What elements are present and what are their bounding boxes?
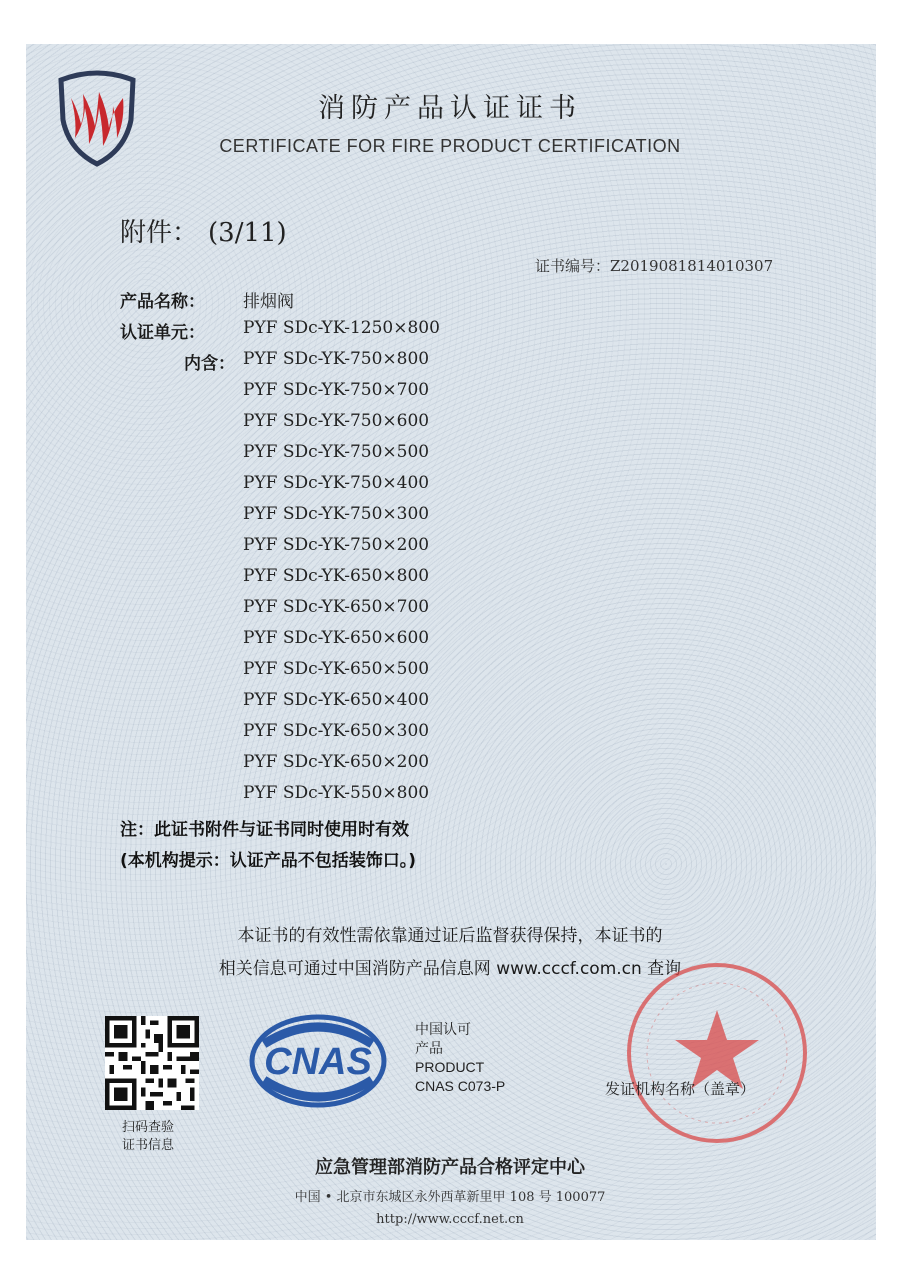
institution-note: (本机构提示：认证产品不包括装饰口。) (120, 851, 417, 871)
product-name-label: 产品名称： (120, 292, 205, 312)
certificate-number: 证书编号：Z2019081814010307 (535, 257, 774, 275)
model-item: PYF SDc-YK-750×500 (243, 442, 430, 462)
product-name-value: 排烟阀 (243, 292, 294, 312)
model-item: PYF SDc-YK-750×200 (243, 535, 430, 555)
qr-code-icon[interactable] (105, 1016, 199, 1110)
model-item: PYF SDc-YK-650×400 (243, 690, 430, 710)
validity-text-line2: 相关信息可通过中国消防产品信息网 www.cccf.com.cn 查询 (218, 959, 682, 979)
issuing-organization: 应急管理部消防产品合格评定中心 (315, 1157, 585, 1178)
qr-caption-line2: 证书信息 (122, 1138, 175, 1153)
title-english: CERTIFICATE FOR FIRE PRODUCT CERTIFICATION (219, 136, 681, 156)
cnas-logo-icon (246, 1012, 390, 1110)
model-item: PYF SDc-YK-750×700 (243, 380, 430, 400)
model-item: PYF SDc-YK-750×300 (243, 504, 430, 524)
qr-caption-line1: 扫码查验 (122, 1120, 175, 1135)
model-item: PYF SDc-YK-650×200 (243, 752, 430, 772)
model-item: PYF SDc-YK-750×600 (243, 411, 430, 431)
model-item: PYF SDc-YK-650×800 (243, 566, 430, 586)
annex-text: 附件： (120, 218, 199, 248)
validity-note: 注：此证书附件与证书同时使用时有效 (120, 820, 409, 840)
issuer-seal-label: 发证机构名称（盖章） (605, 1080, 756, 1098)
includes-label: 内含： (184, 354, 235, 374)
model-item: PYF SDc-YK-650×600 (243, 628, 430, 648)
model-item: PYF SDc-YK-550×800 (243, 783, 430, 803)
accreditation-line3: PRODUCT (415, 1059, 485, 1075)
accreditation-line1: 中国认可 (415, 1021, 471, 1037)
validity-text-line1: 本证书的有效性需依靠通过证后监督获得保持，本证书的 (237, 926, 663, 946)
organization-address: 中国 • 北京市东城区永外西革新里甲 108 号 100077 (294, 1190, 606, 1205)
red-seal-stamp-icon (622, 958, 812, 1148)
accreditation-block (415, 1020, 505, 1096)
model-item: PYF SDc-YK-650×700 (243, 597, 430, 617)
cert-unit-value: PYF SDc-YK-1250×800 (243, 318, 440, 338)
cert-unit-label: 认证单元： (120, 323, 205, 343)
organization-website[interactable]: http://www.cccf.net.cn (376, 1212, 524, 1227)
model-item: PYF SDc-YK-750×800 (243, 349, 430, 369)
model-item: PYF SDc-YK-750×400 (243, 473, 430, 493)
accreditation-line4: CNAS C073-P (415, 1078, 506, 1094)
model-item: PYF SDc-YK-650×500 (243, 659, 430, 679)
model-item: PYF SDc-YK-650×300 (243, 721, 430, 741)
title-chinese: 消防产品认证证书 (318, 93, 582, 124)
annex-page: (3/11) (208, 218, 287, 248)
accreditation-line2: 产品 (415, 1040, 443, 1056)
cnas-logo-text: CNAS (264, 1041, 372, 1083)
annex-label (120, 212, 287, 249)
